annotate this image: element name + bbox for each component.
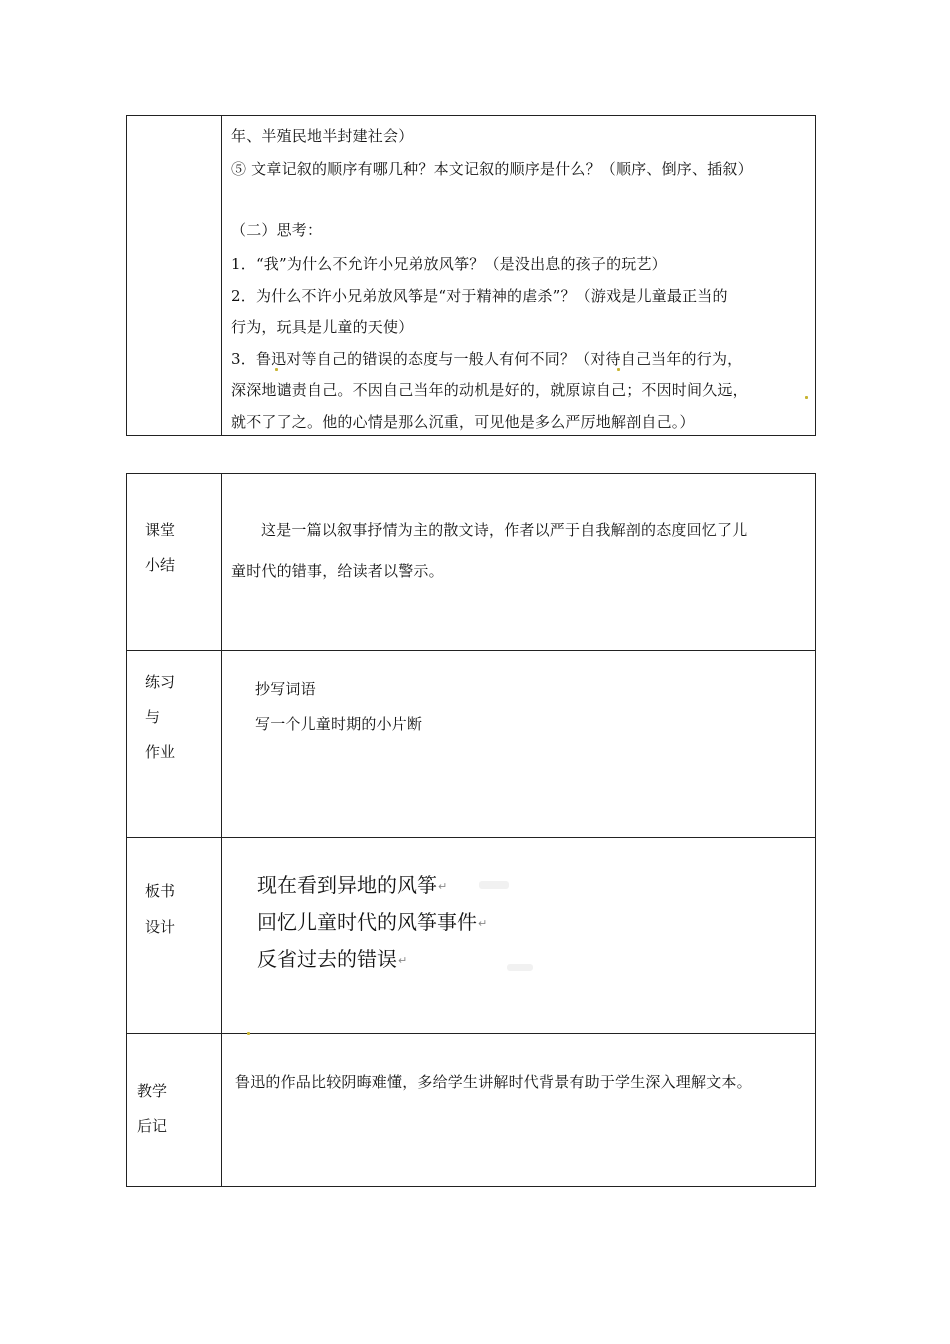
- homework-item-2: 写一个儿童时期的小片断: [255, 715, 423, 733]
- homework-label-3: 作业: [145, 743, 176, 761]
- board-line-1-text: 现在看到异地的风筝: [257, 873, 437, 897]
- summary-text-1: 这是一篇以叙事抒情为主的散文诗，作者以严于自我解剖的态度回忆了儿: [261, 521, 748, 539]
- board-line-2: [257, 910, 487, 936]
- column-divider: [221, 474, 222, 1186]
- stray-mark: [247, 1032, 250, 1035]
- lesson-table: [126, 473, 816, 1187]
- question-2: 2．为什么不许小兄弟放风筝是“对于精神的虐杀”？（游戏是儿童最正当的: [231, 287, 728, 305]
- stray-mark: [275, 368, 278, 371]
- row-divider: [127, 1033, 815, 1034]
- stray-mark: [617, 368, 620, 371]
- question-3-cont-2: 就不了了之。他的心情是那么沉重，可见他是多么严厉地解剖自己。）: [231, 413, 695, 431]
- return-mark-icon: ↵: [398, 953, 408, 967]
- question-3-cont-1: 深深地谴责自己。不因自己当年的动机是好的，就原谅自己；不因时间久远，: [231, 381, 748, 399]
- board-label: 板书: [145, 882, 176, 900]
- board-line-3-text: 反省过去的错误: [257, 947, 397, 971]
- stray-mark: [805, 396, 808, 399]
- row-divider: [127, 837, 815, 838]
- section-heading-thinking: （二）思考：: [231, 221, 323, 239]
- return-mark-icon: ↵: [478, 916, 488, 930]
- question-2-cont: 行为，玩具是儿童的天使）: [231, 318, 414, 336]
- scan-smudge: [479, 881, 509, 889]
- board-line-3: [257, 947, 407, 973]
- question-1: 1．“我”为什么不允许小兄弟放风筝？（是没出息的孩子的玩艺）: [231, 255, 667, 273]
- scan-smudge: [507, 964, 533, 971]
- row-divider: [127, 650, 815, 651]
- text-line-2: ⑤ 文章记叙的顺序有哪几种？本文记叙的顺序是什么？（顺序、倒序、插叙）: [231, 160, 753, 178]
- board-line-2-text: 回忆儿童时代的风筝事件: [257, 910, 477, 934]
- homework-label-2: 与: [145, 708, 161, 726]
- summary-text-2: 童时代的错事，给读者以警示。: [231, 562, 444, 580]
- board-label-2: 设计: [145, 918, 176, 936]
- lesson-table-continued: [126, 115, 816, 436]
- summary-label: 课堂: [145, 521, 176, 539]
- homework-label: 练习: [145, 673, 176, 691]
- homework-item-1: 抄写词语: [255, 680, 316, 698]
- notes-label-2: 后记: [137, 1117, 168, 1135]
- question-3: 3．鲁迅对等自己的错误的态度与一般人有何不同？（对待自己当年的行为，: [231, 350, 743, 368]
- return-mark-icon: ↵: [438, 879, 448, 893]
- notes-text: 鲁迅的作品比较阴晦难懂，多给学生讲解时代背景有助于学生深入理解文本。: [235, 1073, 752, 1091]
- text-line-1: 年、半殖民地半封建社会）: [231, 127, 414, 145]
- summary-label-2: 小结: [145, 556, 176, 574]
- notes-label: 教学: [137, 1082, 168, 1100]
- column-divider: [221, 116, 222, 435]
- board-line-1: [257, 873, 447, 899]
